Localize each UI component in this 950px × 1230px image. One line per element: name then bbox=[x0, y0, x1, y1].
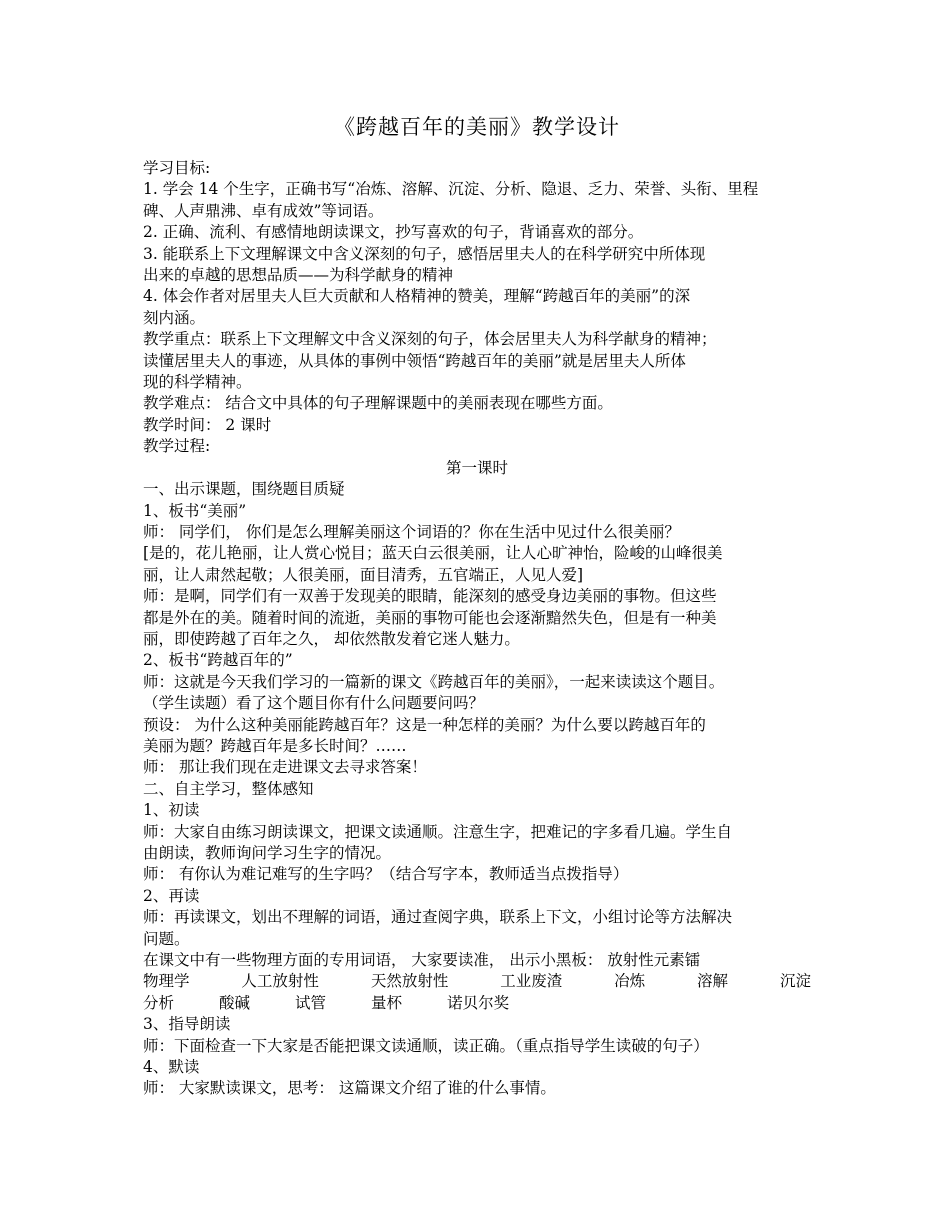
vocab-word: 物理学 bbox=[143, 972, 190, 991]
text-line: 4. 体会作者对居里夫人巨大贡献和人格精神的赞美，理解“跨越百年的美丽”的深 bbox=[143, 287, 691, 306]
vocab-word: 分析 bbox=[143, 993, 175, 1012]
text-line: （学生读题）看了这个题目你有什么问题要问吗？ bbox=[143, 694, 485, 713]
text-line: 师：这就是今天我们学习的一篇新的课文《跨越百年的美丽》，一起来读读这个题目。 bbox=[143, 672, 725, 691]
vocab-word: 量杯 bbox=[371, 993, 403, 1012]
text-line: 美丽为题？跨越百年是多长时间？…… bbox=[143, 736, 407, 755]
text-line: 师：再读课文，划出不理解的词语，通过查阅字典，联系上下文，小组讨论等方法解决 bbox=[143, 908, 733, 927]
text-line: 一、出示课题，围绕题目质疑 bbox=[143, 480, 345, 499]
text-line: 都是外在的美。随着时间的流逝，美丽的事物可能也会逐渐黯然失色，但是有一种美 bbox=[143, 608, 717, 627]
vocab-word: 天然放射性 bbox=[370, 972, 449, 991]
text-line: 1、初读 bbox=[143, 801, 200, 820]
text-line: 3. 能联系上下文理解课文中含义深刻的句子，感悟居里夫人的在科学研究中所体现 bbox=[143, 244, 706, 263]
text-line: 师： 有你认为难记难写的生字吗？（结合写字本，教师适当点拨指导） bbox=[143, 865, 629, 884]
vocab-row-2 bbox=[143, 993, 811, 1014]
vocab-word: 工业废渣 bbox=[500, 972, 563, 991]
vocab-word: 人工放射性 bbox=[241, 972, 319, 991]
text-line: 师：是啊，同学们有一双善于发现美的眼睛，能深刻的感受身边美丽的事物。但这些 bbox=[143, 587, 717, 606]
text-line: 教学时间： 2 课时 bbox=[143, 415, 272, 434]
text-line: 2、板书“跨越百年的” bbox=[143, 651, 293, 670]
text-line: 刻内涵。 bbox=[143, 308, 206, 327]
text-line: 预设： 为什么这种美丽能跨越百年？这是一种怎样的美丽？为什么要以跨越百年的 bbox=[143, 715, 706, 734]
vocab-word: 溶解 bbox=[697, 972, 729, 991]
vocab-word: 诺贝尔奖 bbox=[447, 993, 510, 1012]
vocab-word: 酸碱 bbox=[219, 993, 251, 1012]
text-line: 现的科学精神。 bbox=[143, 373, 252, 392]
text-line: 出来的卓越的思想品质——为科学献身的精神 bbox=[143, 266, 454, 285]
reading-block bbox=[143, 1014, 811, 1100]
section-heading: 第一课时 bbox=[445, 458, 508, 477]
text-line: 读懂居里夫人的事迹，从具体的事例中领悟“跨越百年的美丽”就是居里夫人所体 bbox=[143, 351, 686, 370]
text-line: 教学重点：联系上下文理解文中含义深刻的句子，体会居里夫人为科学献身的精神； bbox=[143, 330, 717, 349]
text-line: 1. 学会 14 个生字，正确书写“冶炼、溶解、沉淀、分析、隐退、乏力、荣誉、头衔、里程 bbox=[143, 180, 759, 199]
text-line: 在课文中有一些物理方面的专用词语， 大家要读准， 出示小黑板： 放射性元素镭 bbox=[143, 951, 701, 970]
text-line: [是的，花儿艳丽，让人赏心悦目；蓝天白云很美丽，让人心旷神怡，险峻的山峰很美 bbox=[143, 544, 723, 563]
text-line: 2、再读 bbox=[143, 886, 200, 905]
text-line: 师： 那让我们现在走进课文去寻求答案！ bbox=[143, 758, 427, 777]
text-line: 丽，即使跨越了百年之久， 却依然散发着它迷人魅力。 bbox=[143, 629, 520, 648]
document-title: 《跨越百年的美丽》教学设计 bbox=[334, 115, 620, 139]
text-line: 教学难点： 结合文中具体的句子理解课题中的美丽表现在哪些方面。 bbox=[143, 394, 613, 413]
text-line: 师：下面检查一下大家是否能把课文读通顺，读正确。（重点指导学生读破的句子） bbox=[143, 1036, 709, 1055]
text-line: 碑、人声鼎沸、卓有成效”等词语。 bbox=[143, 201, 384, 220]
text-line: 学习目标: bbox=[143, 159, 211, 177]
vocab-word: 冶炼 bbox=[614, 972, 646, 991]
text-line: 问题。 bbox=[143, 929, 190, 948]
vocab-row-1 bbox=[143, 971, 811, 992]
vocab-word: 试管 bbox=[295, 993, 327, 1012]
document-page bbox=[143, 112, 811, 1100]
text-line: 丽，让人肃然起敬；人很美丽，面目清秀，五官端正，人见人爱] bbox=[143, 565, 584, 584]
objectives-block bbox=[143, 158, 811, 458]
text-line: 师： 大家默读课文，思考： 这篇课文介绍了谁的什么事情。 bbox=[143, 1079, 556, 1098]
text-line: 师：大家自由练习朗读课文，把课文读通顺。注意生字，把难记的字多看几遍。学生自 bbox=[143, 822, 733, 841]
process-block bbox=[143, 479, 811, 971]
text-line: 2. 正确、流利、有感情地朗读课文，抄写喜欢的句子，背诵喜欢的部分。 bbox=[143, 223, 644, 242]
text-line: 1、板书“美丽” bbox=[143, 501, 247, 520]
text-line: 二、自主学习，整体感知 bbox=[143, 779, 314, 798]
text-line: 教学过程: bbox=[143, 437, 211, 456]
text-line: 3、指导朗读 bbox=[143, 1015, 231, 1034]
text-line: 由朗读，教师询问学习生字的情况。 bbox=[143, 844, 392, 862]
text-line: 4、默读 bbox=[143, 1058, 200, 1077]
text-line: 师： 同学们， 你们是怎么理解美丽这个词语的？你在生活中见过什么很美丽？ bbox=[143, 522, 680, 541]
vocab-word: 沉淀 bbox=[779, 972, 811, 991]
